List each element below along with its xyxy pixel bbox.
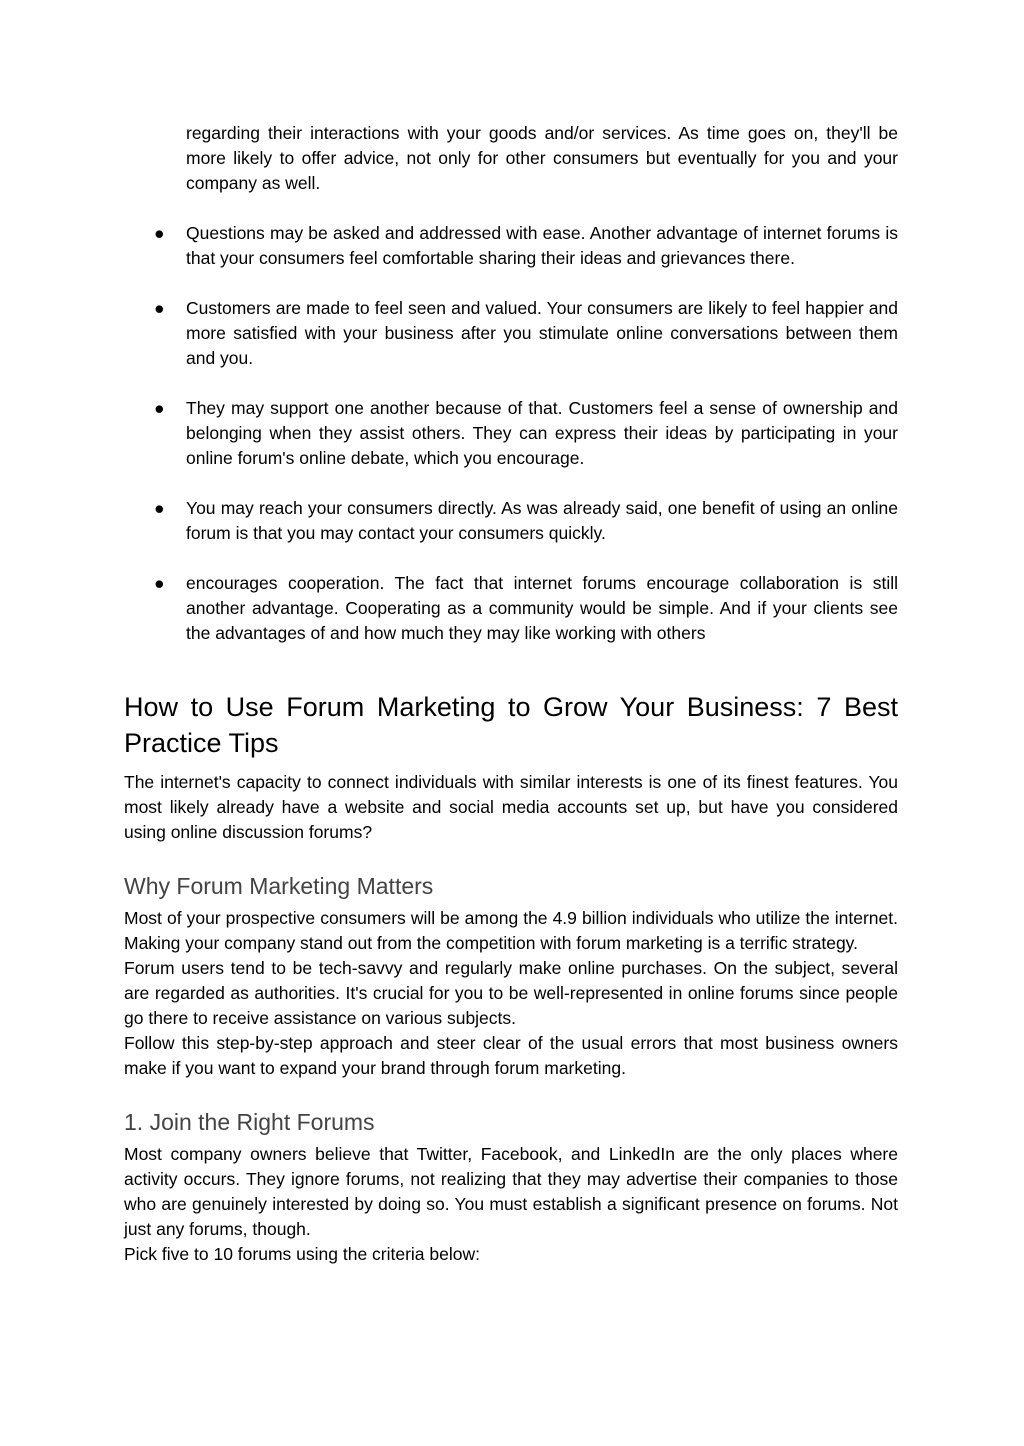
benefits-list <box>124 221 898 646</box>
why-paragraph: Forum users tend to be tech-savvy and regularly make online purchases. On the subject, several are regarded as authorities. It's crucial for you to be well-represented in online forums since people go there to receive assistance on various subjects. <box>124 958 898 1028</box>
intro-continuation: regarding their interactions with your goods and/or services. As time goes on, they'll be more likely to offer advice, not only for other consumers but eventually for you and your company as well. <box>186 123 898 193</box>
list-item-text: They may support one another because of that. Customers feel a sense of ownership and belonging when they assist others. They can express their ideas by participating in your online forum's online debate, which you encourage. <box>186 398 898 468</box>
list-item <box>124 496 898 546</box>
why-paragraph: Follow this step-by-step approach and steer clear of the usual errors that most business owners make if you want to expand your brand through forum marketing. <box>124 1033 898 1078</box>
list-item-text: Customers are made to feel seen and valued. Your consumers are likely to feel happier and more satisfied with your business after you stimulate online conversations between them and you. <box>186 298 898 368</box>
join-heading: 1. Join the Right Forums <box>124 1109 375 1135</box>
list-item-text: Questions may be asked and addressed with ease. Another advantage of internet forums is that your consumers feel comfortable sharing their ideas and grievances there. <box>186 223 898 268</box>
join-paragraph: Most company owners believe that Twitter, Facebook, and LinkedIn are the only places where activity occurs. They ignore forums, not realizing that they may advertise their companies to those who are genuinely interested by doing so. You must establish a significant presence on forums. Not just any forums, though. <box>124 1144 898 1239</box>
join-paragraph: Pick five to 10 forums using the criteria below: <box>124 1244 480 1264</box>
bullet-icon: ● <box>154 223 165 243</box>
section-title: How to Use Forum Marketing to Grow Your Business: 7 Best Practice Tips <box>124 692 898 758</box>
list-item-text: encourages cooperation. The fact that internet forums encourage collaboration is still another advantage. Cooperating as a community would be simple. And if your clients see the advantages of and how much they may like working with others <box>186 573 898 643</box>
why-paragraph: Most of your prospective consumers will be among the 4.9 billion individuals who utilize the internet. Making your company stand out from the competition with forum marketing is a terrific strategy. <box>124 908 898 953</box>
list-item-text: You may reach your consumers directly. As was already said, one benefit of using an online forum is that you may contact your consumers quickly. <box>186 498 898 543</box>
bullet-icon: ● <box>154 498 165 518</box>
document-page <box>124 121 898 1267</box>
bullet-icon: ● <box>154 398 165 418</box>
list-item <box>124 571 898 646</box>
list-item <box>124 221 898 271</box>
list-item <box>124 296 898 371</box>
section-intro: The internet's capacity to connect individuals with similar interests is one of its finest features. You most likely already have a website and social media accounts set up, but have you considered using online discussion forums? <box>124 772 898 842</box>
bullet-icon: ● <box>154 573 165 593</box>
bullet-icon: ● <box>154 298 165 318</box>
why-heading: Why Forum Marketing Matters <box>124 873 434 899</box>
list-item <box>124 396 898 471</box>
